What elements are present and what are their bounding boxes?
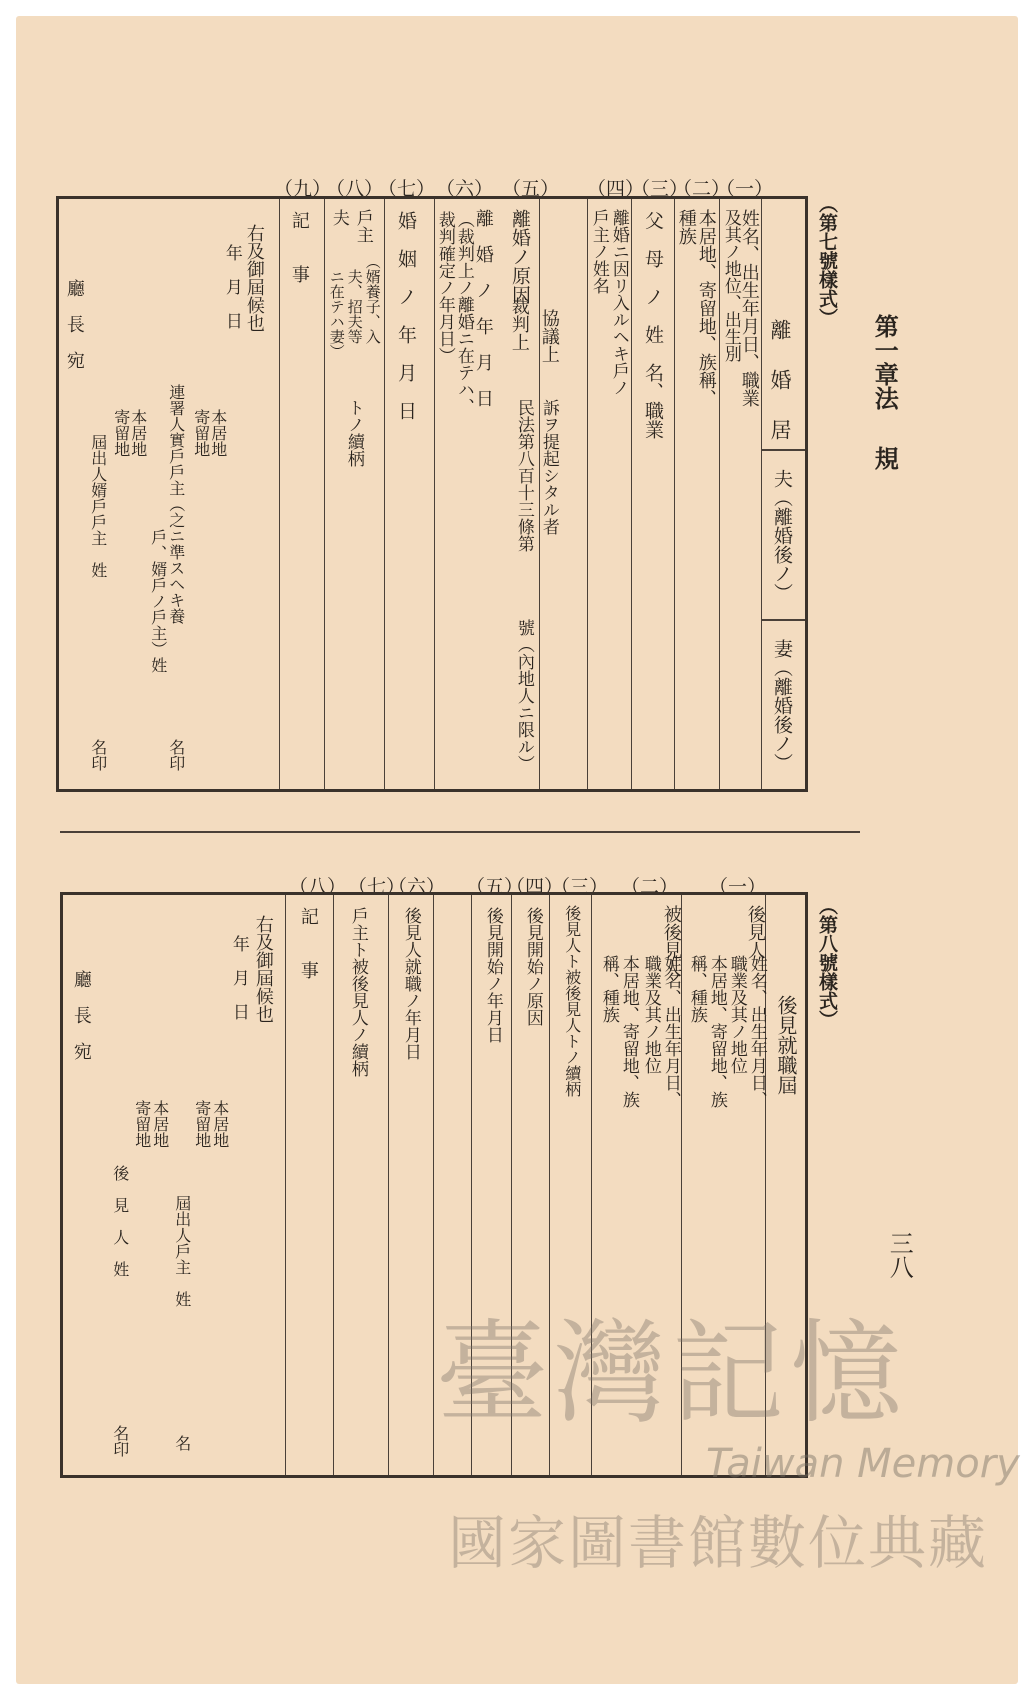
divider — [384, 199, 385, 789]
form8-col-num-7: （七） — [348, 876, 406, 898]
form7-reg3: 本居地 — [128, 409, 148, 457]
form8-col-num-1: （一） — [709, 876, 767, 898]
form8-row-head-relation: 戶主ト被後見人ノ續柄 — [347, 907, 368, 1077]
divider — [719, 199, 720, 789]
form7-name-seal1: 名印 — [166, 739, 186, 771]
form8-col-num-2: （二） — [621, 876, 679, 898]
form7-row-name: 姓名、出生年月日、職業 — [738, 209, 760, 407]
form8-row-guardian-job: 職業及其ノ地位 — [726, 955, 747, 1074]
form8-row-guardian-residence: 本居地、寄留地、族 — [706, 955, 727, 1108]
form7-reg1: 本居地 — [208, 409, 228, 457]
divider — [761, 199, 762, 789]
form8-col-num-5: （五） — [466, 876, 524, 898]
divider — [761, 619, 805, 621]
form7-reg2: 寄留地 — [191, 409, 211, 457]
form8-reg2: 寄留地 — [192, 1100, 212, 1148]
form8-row-cause: 後見開始ノ原因 — [522, 907, 543, 1026]
form8-row-remarks: 記 事 — [297, 907, 319, 979]
form8-row-ward-job: 職業及其ノ地位 — [640, 955, 661, 1074]
form8-col-num-6: （六） — [388, 876, 446, 898]
form8-filer: 屆出人戶主 姓 — [172, 1195, 192, 1307]
form8-name-seal: 名印 — [110, 1425, 130, 1457]
form7-date: 年 月 日 — [221, 244, 242, 329]
document-page — [16, 16, 1018, 1684]
form7-filer: 屆出人婿戶戶主 姓 — [88, 434, 108, 578]
page-number: 三八 — [885, 1231, 914, 1279]
form8-row-guardian: 後見人 — [744, 905, 766, 959]
form7-row-relation-note1: （婿養子、入 — [363, 254, 382, 344]
form8-date: 年 月 日 — [228, 935, 249, 1020]
form8-row-start-date: 後見開始ノ年月日 — [482, 907, 503, 1043]
form7-row-residence: 本居地、寄留地、族稱、 — [695, 209, 717, 407]
form7-row-divorce-note: （裁判上ノ離婚ニ在テハ、 — [453, 211, 474, 415]
form7-row-residence-cont: 種族 — [675, 209, 697, 245]
form8-addressee: 廳 長 宛 — [70, 970, 92, 1060]
form7-col-num-1: （一） — [716, 178, 774, 200]
form7-label: （第七號樣式） — [815, 194, 838, 327]
divider — [279, 199, 280, 789]
form7-addressee: 廳 長 宛 — [63, 279, 85, 369]
form7-wife-header: 妻（離婚後ノ） — [770, 639, 793, 772]
form8-guardian: 後 見 人 姓 — [110, 1165, 130, 1277]
form8-row-ward-residence: 本居地、寄留地、族 — [618, 955, 639, 1108]
form7-row-name-cont: 及其ノ地位、出生別 — [720, 209, 741, 362]
divider — [388, 895, 389, 1475]
form8-col-num-8: （八） — [289, 876, 347, 898]
form7-col-num-6: （六） — [436, 178, 494, 200]
divider — [285, 895, 286, 1475]
chapter-title: 法 規 — [870, 386, 900, 476]
form8-reg3: 本居地 — [150, 1100, 170, 1148]
form8-row-relation: 後見人ト被後見人トノ續柄 — [562, 905, 582, 1097]
form7-row-divorce-note-cont: 裁判確定ノ年月日） — [434, 211, 455, 364]
watermark-english: Taiwan Memory — [706, 1441, 1020, 1487]
form7-row-household-cont: 戶主ノ姓名 — [588, 209, 609, 294]
form8-col-num-4: （四） — [506, 876, 564, 898]
form7-row-household: 離婚ニ因リ入ルヘキ戶ノ — [608, 209, 629, 396]
form8-row-guardian-name: 姓名、出生年月日、 — [746, 955, 767, 1108]
form7-row-cause-court: 裁判上 — [508, 297, 530, 351]
form8-name1: 名 — [172, 1435, 192, 1451]
form7-col-num-2: （二） — [673, 178, 731, 200]
form7-col-num-5: （五） — [502, 178, 560, 200]
form8-reg4: 寄留地 — [132, 1100, 152, 1148]
form7-row-relation-suffix: トノ續柄 — [343, 399, 364, 467]
watermark-title: 臺灣記憶 — [436, 1309, 908, 1439]
form7-reg4: 寄留地 — [111, 409, 131, 457]
form8-row-assume-date: 後見人就職ノ年月日 — [400, 907, 421, 1060]
watermark-org: 國家圖書館數位典藏 — [448, 1509, 989, 1577]
form7-col-num-8: （八） — [326, 178, 384, 200]
divider — [674, 199, 675, 789]
divider — [324, 199, 325, 789]
divider — [631, 199, 632, 789]
form8-row-guardian-residence-cont: 稱、種族 — [686, 955, 707, 1023]
form8-label: （第八號樣式） — [815, 896, 838, 1029]
form7-name-seal2: 名印 — [88, 739, 108, 771]
form7-husband-header: 夫（離婚後ノ） — [770, 469, 793, 602]
divider — [761, 449, 805, 451]
form7-cosigner-cont: 戶、婿戶ノ戶主）姓 — [148, 529, 168, 673]
form7-row-cause: 離婚ノ原因 — [508, 209, 531, 304]
form8-col-num-3: （三） — [551, 876, 609, 898]
form7-title: 離 婚 居 — [768, 319, 793, 444]
form8-reg1: 本居地 — [210, 1100, 230, 1148]
form7-row-marriage-date: 婚 姻 ノ 年 月 日 — [394, 211, 417, 420]
form7-row-parents: 父 母 ノ 姓 名、職業 — [641, 211, 664, 439]
form8-title: 後見就職屆 — [774, 995, 798, 1095]
form7-col-num-4: （四） — [587, 178, 645, 200]
form7-row-cause-plaintiff: 訴ヲ提起シタル者 — [538, 399, 559, 535]
form8-row-ward: 被後見人 — [660, 905, 682, 977]
divider — [433, 895, 434, 1475]
form8-notice: 右及御屆候也 — [252, 915, 274, 1023]
form7-notice: 右及御屆候也 — [243, 224, 265, 332]
form8-row-ward-name: 姓名、出生年月日、 — [660, 955, 681, 1108]
form7-row-cause-article: 民法第八百十三條第 — [513, 399, 534, 552]
form8-row-ward-residence-cont: 稱、種族 — [598, 955, 619, 1023]
divider — [587, 199, 588, 789]
form7-row-relation-head: 戶主 — [352, 209, 373, 243]
form7-cosigner: 連署人實戶戶主（之ニ準スヘキ養 — [166, 384, 186, 624]
chapter-heading: 第一章 — [870, 314, 900, 386]
section-divider — [60, 831, 860, 833]
form7-row-cause-number: 號（內地人ニ限ル） — [513, 619, 534, 772]
form7-col-num-3: （三） — [631, 178, 689, 200]
form7-row-relation-note2: 夫、招夫等 — [345, 269, 364, 344]
form7-col-num-9: （九） — [274, 178, 332, 200]
form7-row-divorce-date: 離 婚 ノ 年 月 日 — [472, 209, 494, 407]
form7-row-relation-husband: 夫 — [328, 209, 349, 226]
form7-col-num-7: （七） — [378, 178, 436, 200]
form7-row-relation-note3: ニ在テハ妻） — [327, 269, 346, 359]
form7-table — [56, 196, 808, 792]
divider — [333, 895, 334, 1475]
form7-row-remarks: 記 事 — [288, 211, 310, 283]
form7-row-cause-agreement: 協議上 — [538, 309, 560, 363]
